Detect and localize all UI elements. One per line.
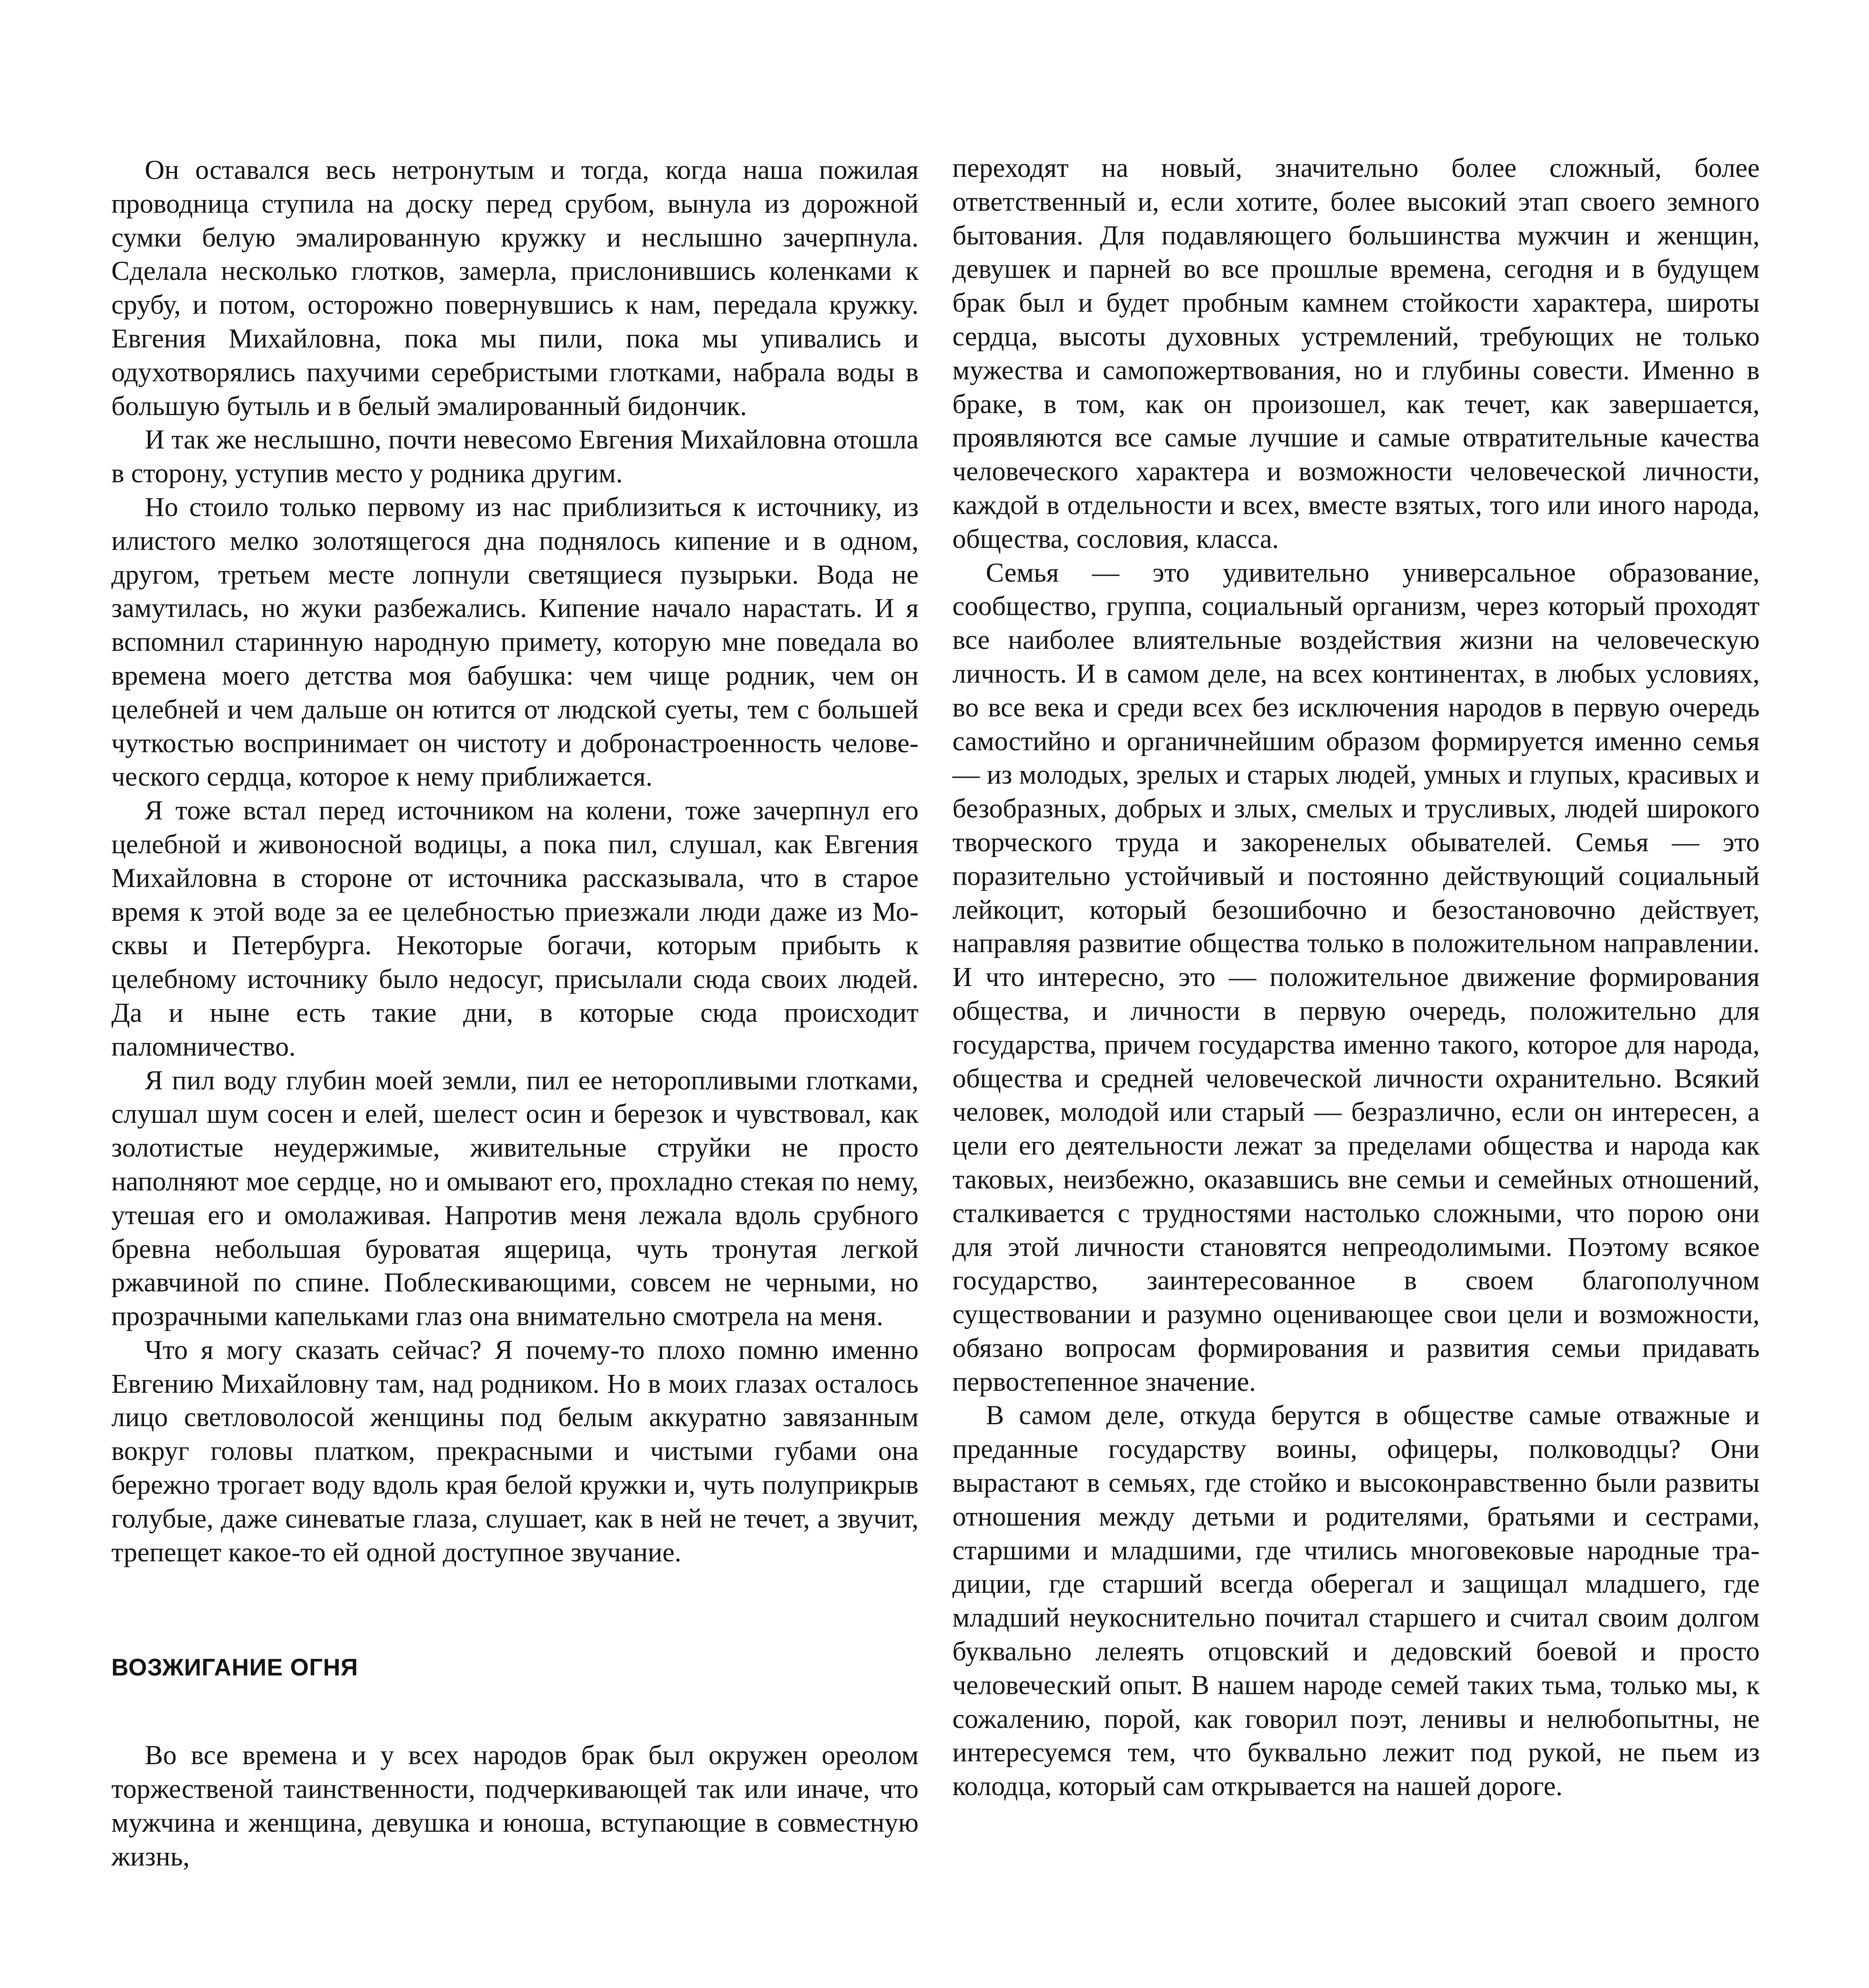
paragraph: Я пил воду глубин моей земли, пил ее неторопливыми глотками, слушал шум сосен и елей, шелест осин и березок и чувствовал, как золотистые неудержимые, живительные струйки не просто наполняют мое сердце, но и омывают его, прохладно стекая по нему, утешая его и омолаживая. Напротив меня лежала вдоль срубного бревна небольшая буроватая ящерица, чуть тронутая легкой ржавчиной по спине. Поблескивающими, совсем не черными, но прозрачными капельками глаз она внимательно смотрела на меня. bbox=[111, 1065, 919, 1332]
right-column bbox=[952, 151, 1760, 1803]
paragraph-continued: переходят на новый, значительно более сложный, более ответственный и, если хотите, более высокий этап своего земного бытования. Для подавляющего большинства мужчин и женщин, девушек и парней во все прошлые времена, сегодня и в будущем брак был и будет пробным камнем стойкости характера, широты сердца, высоты духовных устремлений, требующих не только мужества и самопожертвования, но и глубины совести. Именно в браке, в том, как он произошел, как течет, как завершается, проявляются все самые лучшие и самые отвратительные качества человеческого характера и возможности человеческой личности, каждой в отдельности и всех, вместе взятых, того или иного народа, общества, сословия, класса. bbox=[952, 153, 1760, 554]
paragraph: В самом деле, откуда берутся в обществе самые отважные и преданные государству воины, офицеры, полководцы? Они вырастают в семьях, где стойко и высоконравственно были развиты отношения между детьми и родителями, братьями и сестрами, старшими и младшими, где чтились многовековые народные традиции, где старший всегда оберегал и защищал младшего, где младший неукоснительно почитал старшего и считал своим долгом буквально лелеять отцовский и дедовский боевой и просто человеческий опыт. В нашем народе семей таких тьма, только мы, к сожалению, порой, как говорил поэт, ленивы и нелюбопытны, не интересуемся тем, что буквально лежит под рукой, не пьем из колодца, который сам открывается на нашей дороге. bbox=[952, 1400, 1760, 1802]
paragraph: И так же неслышно, почти невесомо Евгения Михайловна отошла в сторону, уступив место у родника другим. bbox=[111, 424, 919, 489]
paragraph: Но стоило только первому из нас приблизиться к источнику, из илистого мелко золотящегося дна поднялось кипение и в одном, другом, третьем месте лопнули светящиеся пузырьки. Вода не замутилась, но жуки разбежались. Кипение начало нарастать. И я вспомнил старинную народную примету, которую мне поведала во времена моего детства моя бабушка: чем чище родник, чем он целебней и чем дальше он ютится от людской суеты, тем с большей чуткостью воспринимает он чистоту и добронастроенность человеческого сердца, которое к нему приближается. bbox=[111, 491, 919, 792]
paragraph: Что я могу сказать сейчас? Я почему-то плохо помню именно Евгению Михайловну там, над родником. Но в моих глазах осталось лицо светловолосой женщины под белым аккуратно завязанным вокруг головы платком, прекрасными и чистыми губами она бережно трогает воду вдоль края белой кружки и, чуть полуприкрыв голубые, даже синеватые глаза, слушает, как в ней не течет, а звучит, трепещет какое-то ей одной доступное звучание. bbox=[111, 1334, 919, 1567]
left-column bbox=[111, 153, 919, 1873]
paragraph: Семья — это удивительно универсальное образование, сообщество, группа, социальный организм, через который проходят все наиболее влиятельные воздействия жизни на человеческую личность. И в самом деле, на всех континентах, в любых условиях, во все века и среди всех без исключения народов в первую очередь самостийно и органичнейшим образом формируется именно семья — из молодых, зрелых и старых людей, умных и глупых, красивых и безобразных, добрых и злых, смелых и трусливых, людей широкого творческого труда и закоренелых обывателей. Семья — это поразительно устойчивый и постоянно действующий социальный лейкоцит, который безошибочно и безостановочно действует, направляя развитие общества только в положительном направлении. И что интересно, это — положительное движение формирования общества, и личности в первую очередь, положительно для государства, причем государства именно такого, которое для народа, общества и средней человеческой личности охранительно. Всякий человек, молодой или старый — безразлично, если он интересен, а цели его деятельности лежат за пределами общества и народа как таковых, неизбежно, оказавшись вне семьи и семейных отношений, сталкивается с трудностями настолько сложными, что порою они для этой личности становятся непреодолимыми. Поэтому всякое государство, заинтересованное в своем благополучном существовании и разумно оценивающее свои цели и возможности, обязано вопросам формирования и развития семьи придавать первостепенное значение. bbox=[952, 557, 1760, 1397]
paragraph: Я тоже встал перед источником на колени, тоже зачерпнул его целебной и живоносной водицы, а пока пил, слушал, как Евгения Михайловна в стороне от источника рассказывала, что в старое время к этой воде за ее целебностью приезжали люди даже из Москвы и Петербурга. Некоторые богачи, которым прибыть к целебному источнику было недосуг, присылали сюда своих людей. Да и ныне есть такие дни, в которые сюда происходит паломничество. bbox=[111, 795, 919, 1062]
paragraph: Во все времена и у всех народов брак был окружен ореолом торжественой таинственности, подчеркивающей так или иначе, что мужчина и женщина, девушка и юноша, вступающие в совместную жизнь, bbox=[111, 1740, 919, 1872]
paragraph: Он оставался весь нетронутым и тогда, когда наша пожилая проводница ступила на доску перед срубом, вынула из дорожной сумки белую эмалированную кружку и неслышно зачерпнула. Сделала несколько глотков, замерла, прислонившись коленками к срубу, и потом, осторожно повернувшись к нам, передала кружку. Евгения Михайловна, пока мы пили, пока мы упивались и одухотворялись пахучими серебристыми глотками, набрала воды в большую бутыль и в белый эмалированный бидончик. bbox=[111, 155, 919, 421]
section-heading: ВОЗЖИГАНИЕ ОГНЯ bbox=[111, 1654, 358, 1681]
